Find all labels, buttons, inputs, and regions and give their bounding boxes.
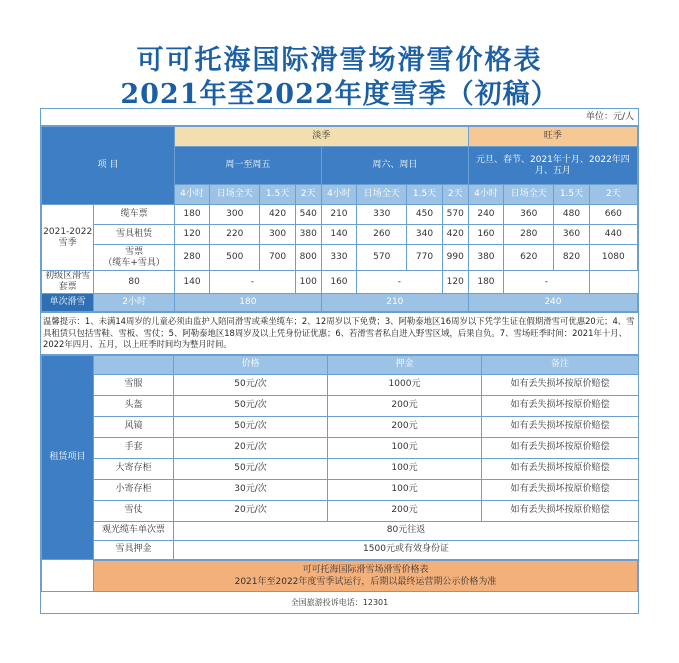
- notice-text: 温馨提示：1、未满14周岁的儿童必须由监护人陪同滑雪或乘坐缆车；2、12周岁以下免费；3、阿勒泰地区16周岁以下凭学生证在假期滑雪可优惠20元；4、雪具租赁只包括雪鞋、雪板、雪仗；5、阿勒泰地区18周岁及以上凭身份证优惠；6、若滑雪者私自进入野雪区域，后果自负。7、雪场旺季时间：2021年十月、2022年四月、五月，以上旺季时间均为整月时间。: [41, 312, 638, 355]
- duration-header-cell: 2天: [589, 185, 637, 205]
- rental-deposit: 1000元: [328, 374, 482, 395]
- price-cell: 660: [589, 205, 637, 225]
- rental-deposit: 200元: [328, 395, 482, 416]
- single-ride-off-weekday: 180: [174, 294, 321, 312]
- price-cell: 240: [468, 205, 503, 225]
- price-cell: 300: [260, 225, 295, 245]
- price-cell: 360: [554, 225, 589, 245]
- beginner-cell: 100: [295, 271, 321, 294]
- price-cell: 280: [174, 245, 209, 271]
- rental-item-name: 头盔: [94, 395, 174, 416]
- price-cell: 570: [357, 245, 407, 271]
- peak-season-header: 旺季: [468, 127, 637, 147]
- weekday-header: 周一至周五: [174, 147, 321, 185]
- rental-note: 如有丢失损坏按原价赔偿: [482, 479, 639, 500]
- price-cell: 770: [407, 245, 442, 271]
- rental-row: [42, 416, 639, 437]
- single-ride-off-weekend: 210: [321, 294, 468, 312]
- price-cell: 440: [589, 225, 637, 245]
- beginner-cell: 120: [442, 271, 468, 294]
- rental-deposit: 100元: [328, 479, 482, 500]
- rental-note: 如有丢失损坏按原价赔偿: [482, 437, 639, 458]
- rental-deposit: 200元: [328, 500, 482, 521]
- page-title: 可可托海国际滑雪场滑雪价格表: [136, 45, 543, 76]
- footer-line2: 2021年至2022年度雪季试运行，后期以最终运营期公示价格为准: [234, 576, 497, 587]
- price-cell: 360: [504, 205, 554, 225]
- rental-deposit-header: 押金: [328, 355, 482, 374]
- beginner-cell: -: [357, 271, 443, 294]
- rental-item-name: 雪服: [94, 374, 174, 395]
- duration-header-cell: 日场全天: [504, 185, 554, 205]
- sightseeing-ticket-value: 80元往返: [174, 521, 639, 540]
- sightseeing-ticket-row: [42, 521, 639, 540]
- price-cell: 420: [442, 225, 468, 245]
- price-row-label: 雪票 （缆车+雪具）: [94, 245, 175, 271]
- rental-note: 如有丢失损坏按原价赔偿: [482, 395, 639, 416]
- page-subtitle: 2021年至2022年度雪季（初稿）: [120, 79, 559, 110]
- beginner-cell: 180: [468, 271, 503, 294]
- rental-row: [42, 500, 639, 521]
- price-cell: 330: [321, 245, 356, 271]
- price-cell: 330: [357, 205, 407, 225]
- complaint-hotline: 全国旅游投诉电话：12301: [290, 597, 389, 607]
- peak-dates-header: 元旦、春节、2021年十月、2022年四月、五月: [468, 147, 637, 185]
- rental-note: 如有丢失损坏按原价赔偿: [482, 458, 639, 479]
- price-table: [41, 126, 638, 312]
- duration-header-cell: 4小时: [468, 185, 503, 205]
- season-label: 2021-2022雪季: [42, 205, 94, 271]
- price-cell: 1080: [589, 245, 637, 271]
- rental-item-name: 小寄存柜: [94, 479, 174, 500]
- rental-row: [42, 395, 639, 416]
- rental-row: [42, 437, 639, 458]
- single-ride-duration: 2小时: [94, 294, 175, 312]
- equipment-deposit-row: [42, 540, 639, 559]
- duration-header-cell: 日场全天: [357, 185, 407, 205]
- price-cell: 620: [504, 245, 554, 271]
- single-ride-label: 单次滑雪: [42, 294, 94, 312]
- price-cell: 990: [442, 245, 468, 271]
- beginner-cell: -: [210, 271, 296, 294]
- footer-table: [41, 560, 638, 592]
- price-cell: 500: [210, 245, 260, 271]
- rental-row: [42, 479, 639, 500]
- duration-header-cell: 4小时: [321, 185, 356, 205]
- duration-header-cell: 1.5天: [260, 185, 295, 205]
- price-cell: 280: [504, 225, 554, 245]
- weekend-header: 周六、周日: [321, 147, 468, 185]
- beginner-label: 初级区滑雪套票: [42, 271, 94, 294]
- rental-price: 50元/次: [174, 374, 328, 395]
- off-season-header: 淡季: [174, 127, 468, 147]
- rental-price: 50元/次: [174, 416, 328, 437]
- rental-price: 20元/次: [174, 500, 328, 521]
- price-cell: 210: [321, 205, 356, 225]
- rental-price: 50元/次: [174, 395, 328, 416]
- duration-header-cell: 4小时: [174, 185, 209, 205]
- item-header: 项 目: [42, 127, 175, 205]
- price-cell: 570: [442, 205, 468, 225]
- price-row: [42, 245, 638, 271]
- price-cell: 220: [210, 225, 260, 245]
- beginner-cell: 80: [94, 271, 175, 294]
- price-cell: 800: [295, 245, 321, 271]
- price-cell: 340: [407, 225, 442, 245]
- sightseeing-ticket-label: 观光缆车单次票: [94, 521, 174, 540]
- price-cell: 140: [321, 225, 356, 245]
- price-cell: 260: [357, 225, 407, 245]
- rental-item-name: 大寄存柜: [94, 458, 174, 479]
- beginner-cell: 140: [174, 271, 209, 294]
- price-row: [42, 225, 638, 245]
- rental-deposit: 100元: [328, 437, 482, 458]
- rental-deposit: 200元: [328, 416, 482, 437]
- beginner-cell: 160: [321, 271, 356, 294]
- price-cell: 420: [260, 205, 295, 225]
- price-cell: 120: [174, 225, 209, 245]
- duration-header-cell: 1.5天: [554, 185, 589, 205]
- price-row-label: 缆车票: [94, 205, 175, 225]
- rental-item-name: 手套: [94, 437, 174, 458]
- rental-row: [42, 374, 639, 395]
- price-cell: 380: [468, 245, 503, 271]
- rental-price: 20元/次: [174, 437, 328, 458]
- rental-note: 如有丢失损坏按原价赔偿: [482, 374, 639, 395]
- rental-price: 30元/次: [174, 479, 328, 500]
- price-cell: 380: [295, 225, 321, 245]
- equipment-deposit-label: 雪具押金: [94, 540, 174, 559]
- footer-line1: 可可托海国际滑雪场滑雪价格表: [302, 564, 429, 575]
- rental-note-header: 备注: [482, 355, 639, 374]
- duration-header-cell: 日场全天: [210, 185, 260, 205]
- rental-side-label: 租赁项目: [42, 355, 94, 559]
- rental-row: [42, 458, 639, 479]
- rental-price: 50元/次: [174, 458, 328, 479]
- unit-label: 单位：元/人: [41, 109, 638, 126]
- rental-note: 如有丢失损坏按原价赔偿: [482, 500, 639, 521]
- price-sheet: [40, 108, 639, 614]
- beginner-cell: -: [504, 271, 590, 294]
- price-cell: 300: [210, 205, 260, 225]
- single-ride-peak: 240: [468, 294, 637, 312]
- price-cell: 700: [260, 245, 295, 271]
- rental-item-name: 雪仗: [94, 500, 174, 521]
- rental-price-header: 价格: [174, 355, 328, 374]
- duration-header-cell: 2天: [442, 185, 468, 205]
- price-cell: 820: [554, 245, 589, 271]
- price-cell: 160: [468, 225, 503, 245]
- price-cell: 450: [407, 205, 442, 225]
- price-cell: 480: [554, 205, 589, 225]
- duration-header-cell: 2天: [295, 185, 321, 205]
- equipment-deposit-value: 1500元或有效身份证: [174, 540, 639, 559]
- duration-header-cell: 1.5天: [407, 185, 442, 205]
- rental-table: [41, 355, 639, 560]
- price-cell: 540: [295, 205, 321, 225]
- price-cell: 180: [174, 205, 209, 225]
- rental-item-name: 风镜: [94, 416, 174, 437]
- rental-deposit: 100元: [328, 458, 482, 479]
- rental-note: 如有丢失损坏按原价赔偿: [482, 416, 639, 437]
- price-row: [42, 205, 638, 225]
- price-row-label: 雪具租赁: [94, 225, 175, 245]
